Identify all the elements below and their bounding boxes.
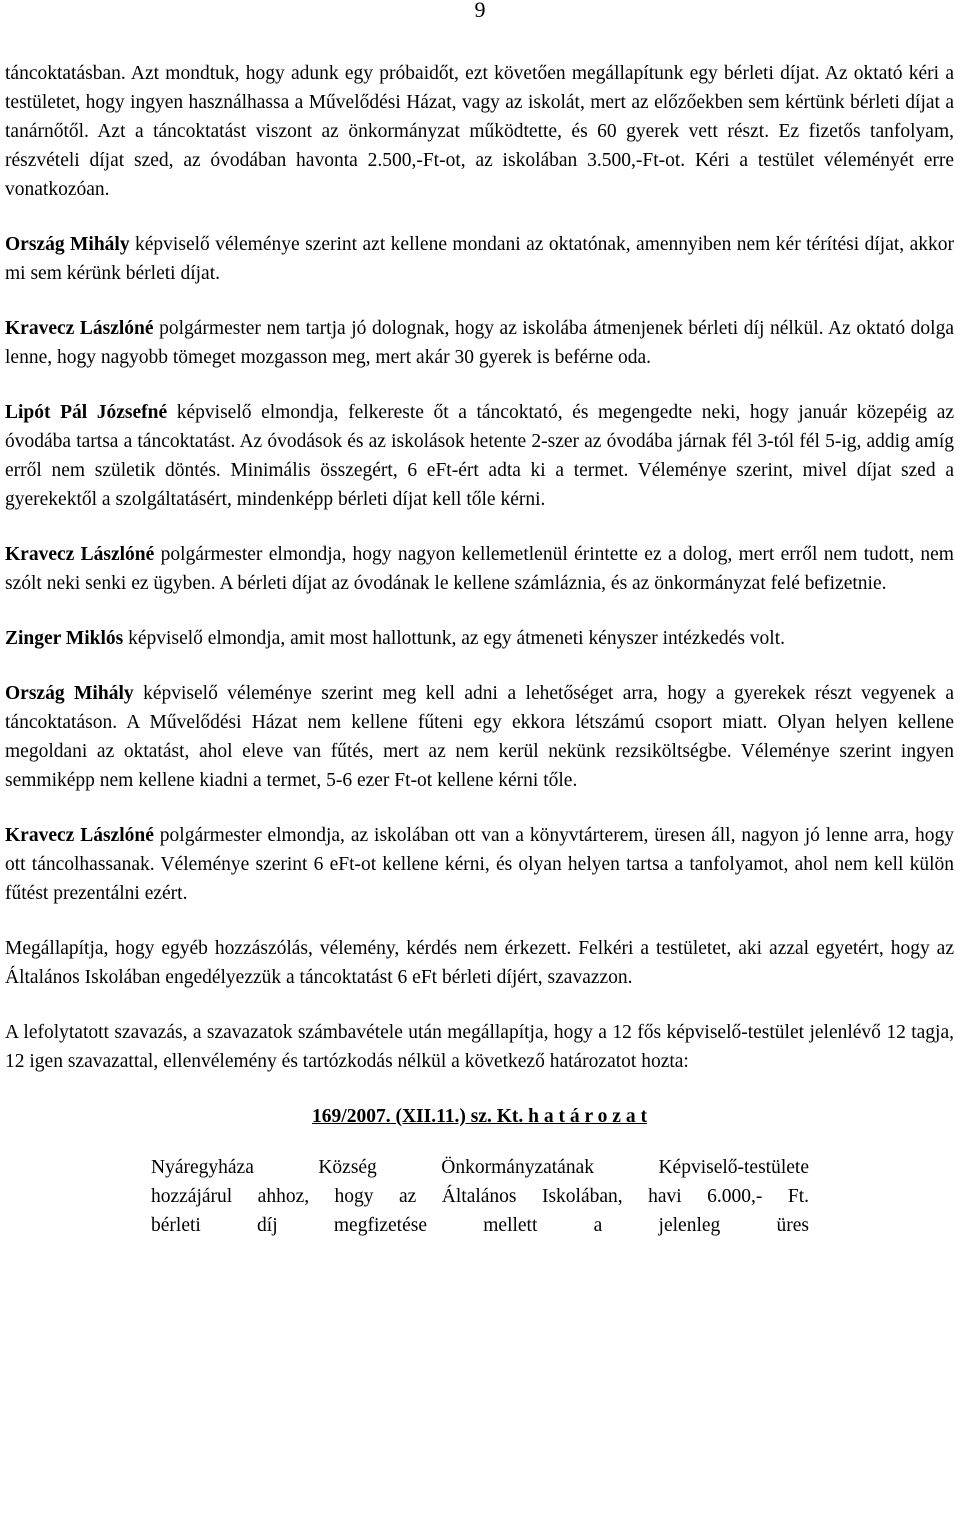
paragraph-1	[5, 59, 954, 204]
resolution-body	[151, 1153, 809, 1240]
paragraph-text: képviselő elmondja, felkereste őt a táncoktató, és megengedte neki, hogy január közepéig az óvodába tartsa a táncoktatást. Az óvodások és az iskolások hetente 2-szer az óvodába járnak fél 3-tól fél 5-ig, addig amíg erről nem születik döntés. Minimális összegért, 6 eFt-ért adta ki a termet. Véleménye szerint, mivel díjat szed a gyerekektől a szolgáltatásért, mindenképp bérleti díjat kell tőle kérni.	[5, 402, 955, 510]
speaker-name: Kravecz Lászlóné	[5, 544, 155, 565]
paragraph-text: képviselő véleménye szerint meg kell adni a lehetőséget arra, hogy a gyerekek részt vegyenek a táncoktatáson. A Művelődési Házat nem kellene fűteni egy ekkora létszámú csoport miatt. Olyan helyen kellene megoldani az oktatást, ahol eleve van fűtés, mert az nem kerül nekünk rezsiköltségbe. Véleménye szerint ingyen semmiképp nem kellene kiadni a termet, 5-6 ezer Ft-ot kellene kérni tőle.	[5, 683, 954, 791]
resolution-title-text: 169/2007. (XII.11.) sz. Kt. h a t á r o z a t	[312, 1106, 647, 1127]
page-number: 9	[474, 0, 486, 22]
paragraph-text: Megállapítja, hogy egyéb hozzászólás, vélemény, kérdés nem érkezett. Felkéri a testületet, aki azzal egyetért, hogy az Általános Iskolában engedélyezzük a táncoktatást 6 eFt bérleti díjért, szavazzon.	[5, 938, 954, 988]
paragraph-8	[5, 821, 954, 908]
paragraph-text: polgármester elmondja, hogy nagyon kellemetlenül érintette ez a dolog, mert erről nem tudott, nem szólt neki senki ez ügyben. A bérleti díjat az óvodának le kellene számláznia, és az önkormányzat felé befizetnie.	[5, 544, 954, 594]
paragraph-text: polgármester nem tartja jó dolognak, hogy az iskolába átmenjenek bérleti díj nélkül. Az oktató dolga lenne, hogy nagyobb tömeget mozgasson meg, mert akár 30 gyerek is beférne oda.	[5, 318, 954, 368]
paragraph-7	[5, 679, 954, 795]
paragraph-text: képviselő véleménye szerint azt kellene mondani az oktatónak, amennyiben nem kér térítési díjat, akkor mi sem kérünk bérleti díjat.	[5, 234, 954, 284]
paragraph-text: táncoktatásban. Azt mondtuk, hogy adunk egy próbaidőt, ezt követően megállapítunk egy bérleti díjat. Az oktató kéri a testületet, hogy ingyen használhassa a Művelődési Házat, vagy az iskolát, mert az előzőekben sem kértünk bérleti díjat a tanárnőtől. Azt a táncoktatást viszont az önkormányzat működtette, és 60 gyerek vett részt. Ez fizetős tanfolyam, részvételi díjat szed, az óvodában havonta 2.500,-Ft-ot, az iskolában 3.500,-Ft-ot. Kéri a testület véleményét erre vonatkozóan.	[5, 63, 954, 200]
paragraph-3	[5, 314, 954, 372]
paragraph-4	[5, 398, 954, 514]
paragraph-2	[5, 230, 954, 288]
resolution-line: bérleti díj megfizetése mellett a jelenleg üres	[151, 1215, 809, 1236]
speaker-name: Zinger Miklós	[5, 628, 124, 649]
speaker-name: Ország Mihály	[5, 683, 134, 704]
document-body	[5, 59, 954, 1240]
resolution-line: hozzájárul ahhoz, hogy az Általános Iskolában, havi 6.000,- Ft.	[151, 1186, 809, 1207]
paragraph-text: képviselő elmondja, amit most hallottunk, az egy átmeneti kényszer intézkedés volt.	[123, 628, 786, 649]
resolution-line: Nyáregyháza Község Önkormányzatának Képviselő-testülete	[151, 1157, 809, 1178]
paragraph-text: A lefolytatott szavazás, a szavazatok számbavétele után megállapítja, hogy a 12 fős képviselő-testület jelenlévő 12 tagja, 12 igen szavazattal, ellenvélemény és tartózkodás nélkül a következő határozatot hozta:	[5, 1022, 954, 1072]
speaker-name: Ország Mihály	[5, 234, 130, 255]
paragraph-10	[5, 1018, 954, 1076]
speaker-name: Kravecz Lászlóné	[5, 825, 154, 846]
speaker-name: Kravecz Lászlóné	[5, 318, 154, 339]
speaker-name: Lipót Pál Józsefné	[5, 402, 168, 423]
paragraph-9	[5, 934, 954, 992]
paragraph-text: polgármester elmondja, az iskolában ott van a könyvtárterem, üresen áll, nagyon jó lenne arra, hogy ott táncolhassanak. Véleménye szerint 6 eFt-ot kellene kérni, és olyan helyen tartsa a tanfolyamot, ahol nem kell külön fűtést prezentálni ezért.	[5, 825, 954, 904]
resolution-title	[5, 1102, 954, 1131]
paragraph-6	[5, 624, 954, 653]
paragraph-5	[5, 540, 954, 598]
